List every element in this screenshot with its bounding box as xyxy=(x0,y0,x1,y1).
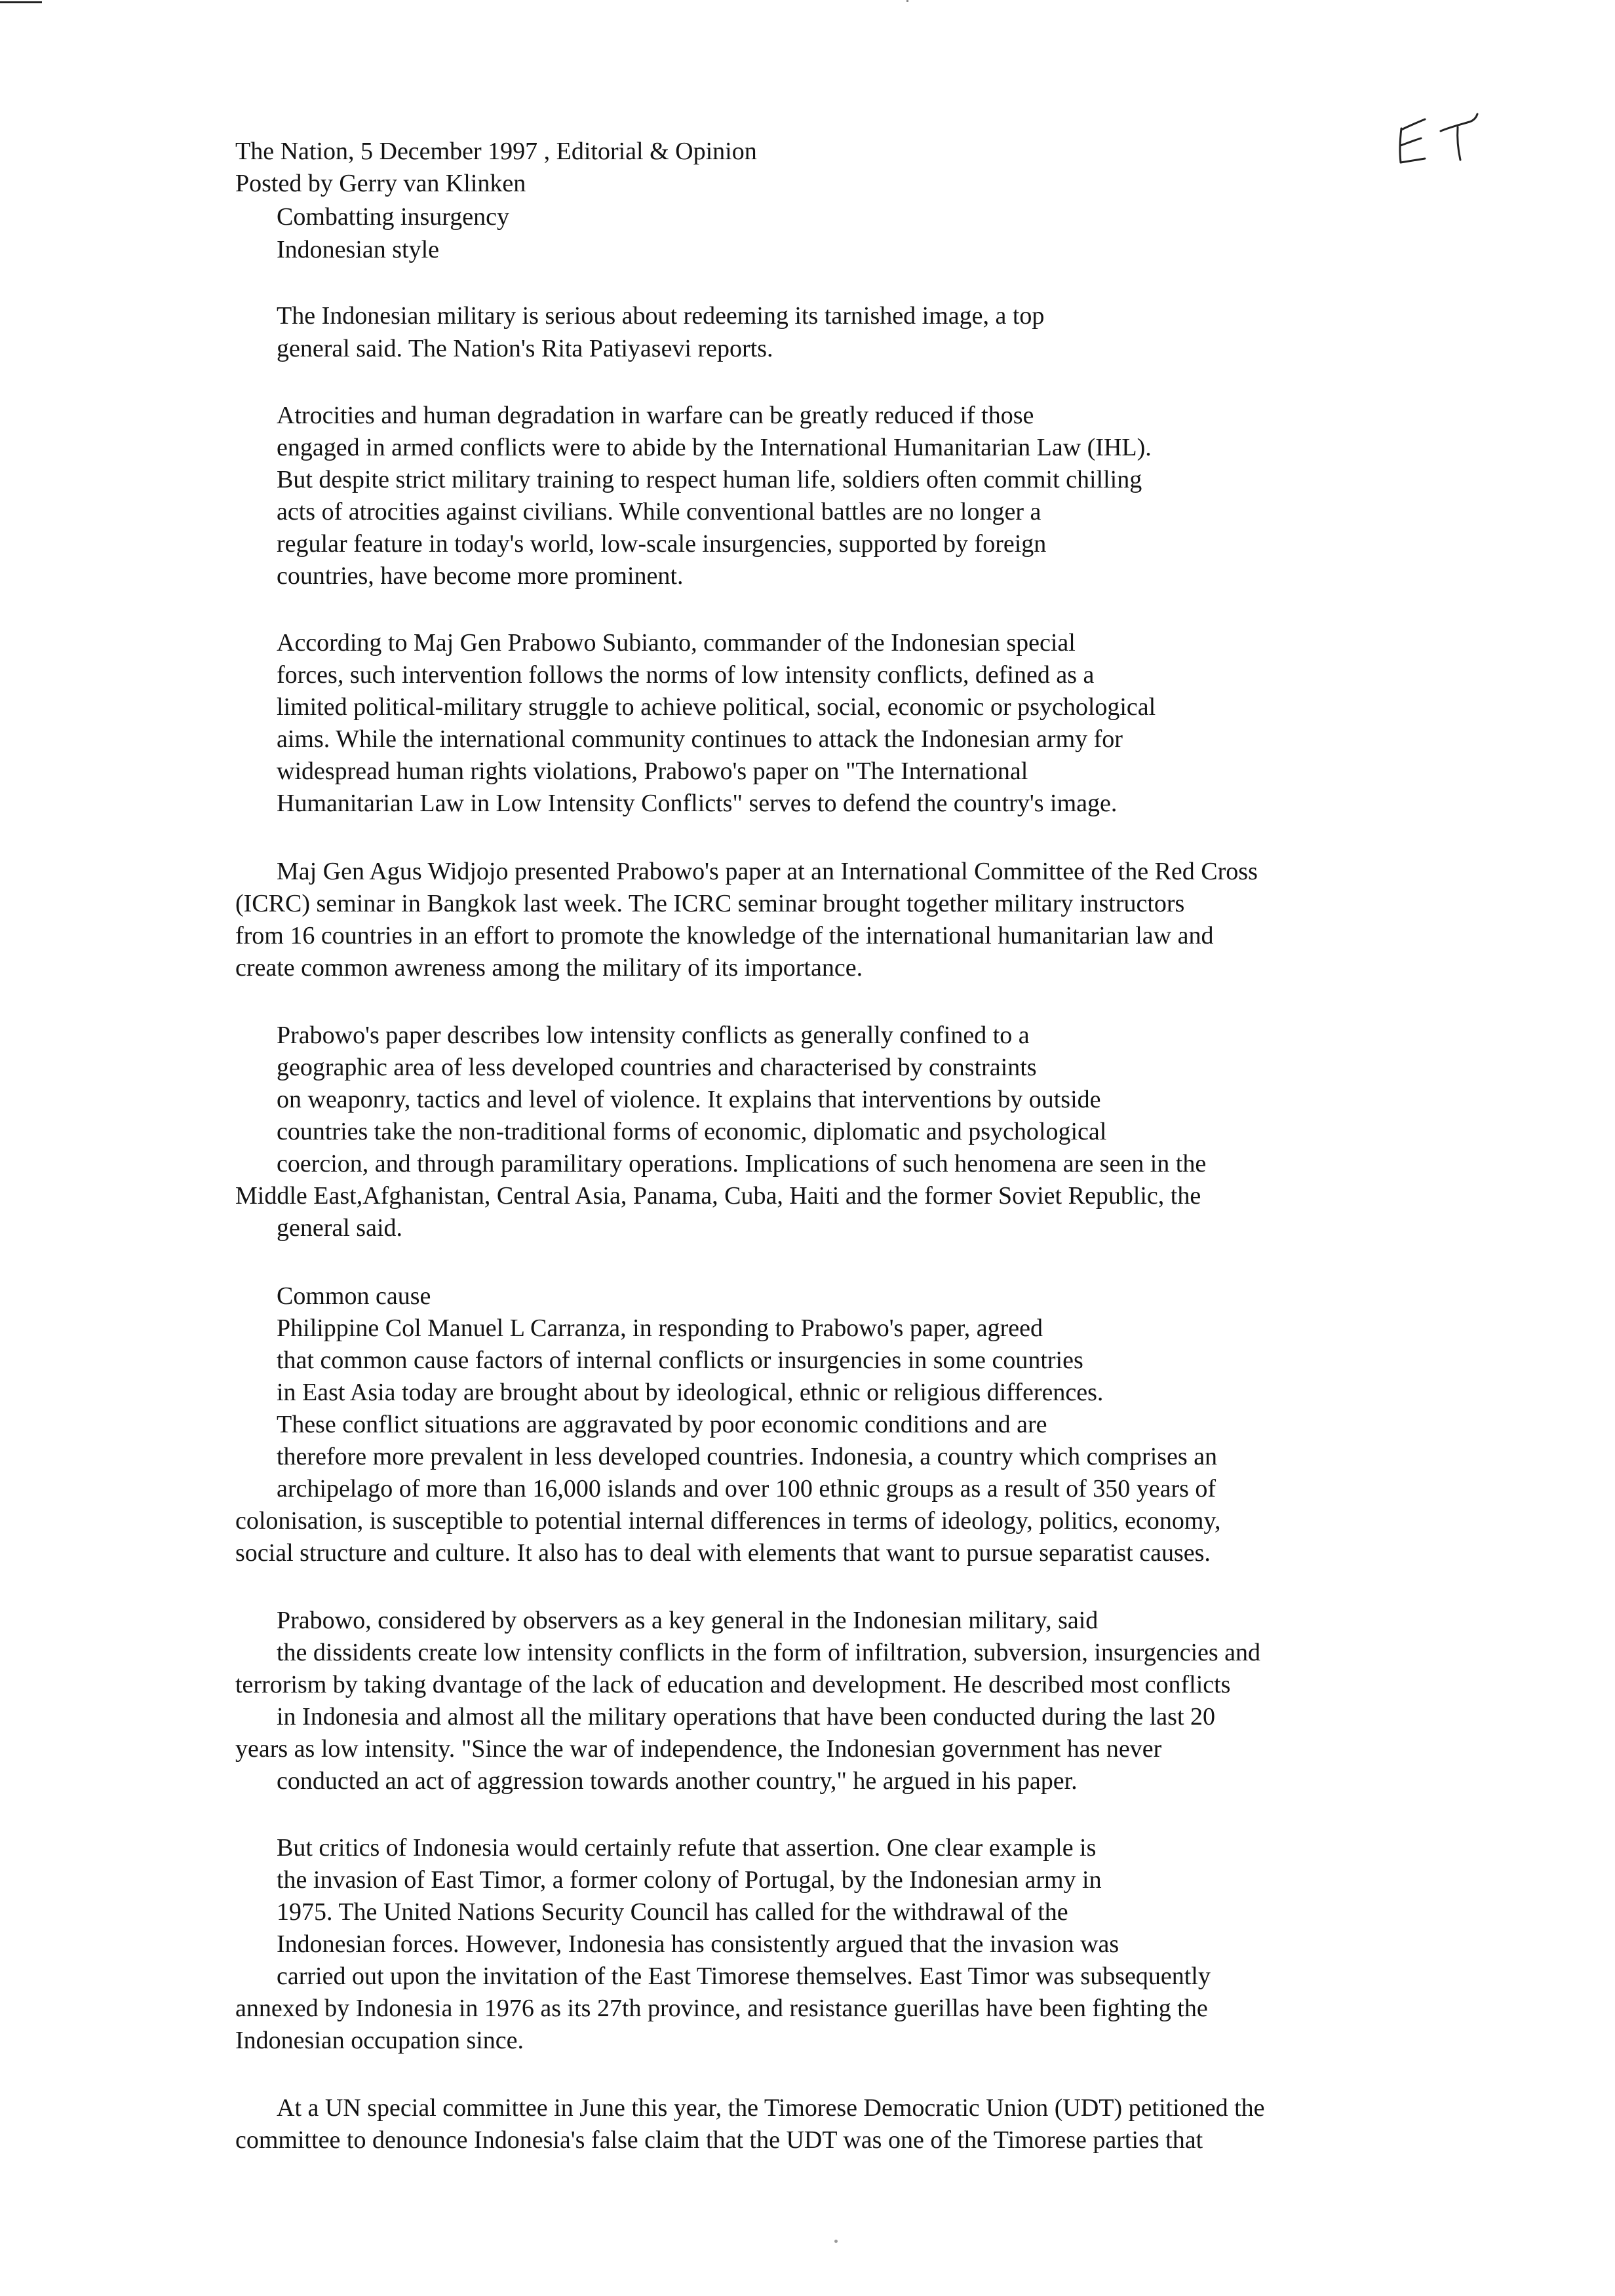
body-line: (ICRC) seminar in Bangkok last week. The ICRC seminar brought together military instructors xyxy=(235,890,1185,917)
body-line: terrorism by taking dvantage of the lack of education and development. He described most conflicts xyxy=(235,1671,1231,1698)
body-line: The Indonesian military is serious about redeeming its tarnished image, a top xyxy=(277,302,1045,330)
body-line: in Indonesia and almost all the military operations that have been conducted during the last 20 xyxy=(277,1703,1215,1731)
body-line: countries take the non-traditional forms of economic, diplomatic and psychological xyxy=(277,1118,1107,1145)
body-line: conducted an act of aggression towards another country," he argued in his paper. xyxy=(277,1767,1078,1795)
body-line: Indonesian occupation since. xyxy=(235,2027,524,2054)
body-line: widespread human rights violations, Prabowo's paper on "The International xyxy=(277,757,1028,785)
body-line: But critics of Indonesia would certainly refute that assertion. One clear example is xyxy=(277,1834,1097,1862)
body-line: general said. The Nation's Rita Patiyasevi reports. xyxy=(277,335,773,362)
body-line: limited political-military struggle to achieve political, social, economic or psychological xyxy=(277,693,1156,721)
body-line: Prabowo's paper describes low intensity conflicts as generally confined to a xyxy=(277,1022,1030,1049)
body-line: carried out upon the invitation of the East Timorese themselves. East Timor was subsequently xyxy=(277,1962,1211,1990)
scan-speck-footer xyxy=(834,2240,838,2243)
body-line: on weaponry, tactics and level of violence. It explains that interventions by outside xyxy=(277,1086,1101,1113)
body-line: aims. While the international community continues to attack the Indonesian army for xyxy=(277,725,1123,753)
body-line: that common cause factors of internal conflicts or insurgencies in some countries xyxy=(277,1347,1083,1374)
body-line: therefore more prevalent in less developed countries. Indonesia, a country which comprises an xyxy=(277,1443,1218,1470)
body-line: archipelago of more than 16,000 islands and over 100 ethnic groups as a result of 350 years of xyxy=(277,1475,1216,1502)
headline-line-1: Combatting insurgency xyxy=(277,203,509,231)
body-line: Humanitarian Law in Low Intensity Conflicts" serves to defend the country's image. xyxy=(277,790,1118,817)
body-line: create common awreness among the military of its importance. xyxy=(235,954,863,982)
body-line: Philippine Col Manuel L Carranza, in responding to Prabowo's paper, agreed xyxy=(277,1314,1043,1342)
body-line: According to Maj Gen Prabowo Subianto, commander of the Indonesian special xyxy=(277,629,1076,657)
body-line: forces, such intervention follows the norms of low intensity conflicts, defined as a xyxy=(277,661,1095,689)
body-line: social structure and culture. It also has to deal with elements that want to pursue separatist causes. xyxy=(235,1539,1211,1567)
body-line: countries, have become more prominent. xyxy=(277,562,684,590)
headline-line-2: Indonesian style xyxy=(277,236,440,263)
body-line: the invasion of East Timor, a former colony of Portugal, by the Indonesian army in xyxy=(277,1866,1102,1894)
body-line: 1975. The United Nations Security Council has called for the withdrawal of the xyxy=(277,1898,1068,1926)
body-line: Atrocities and human degradation in warfare can be greatly reduced if those xyxy=(277,402,1034,429)
body-line: Maj Gen Agus Widjojo presented Prabowo's paper at an International Committee of the Red Cross xyxy=(277,858,1258,885)
body-line: years as low intensity. "Since the war of independence, the Indonesian government has never xyxy=(235,1735,1162,1763)
body-line: But despite strict military training to respect human life, soldiers often commit chilling xyxy=(277,466,1142,493)
subheading-common-cause: Common cause xyxy=(277,1282,431,1310)
body-line: Prabowo, considered by observers as a key general in the Indonesian military, said xyxy=(277,1607,1099,1634)
body-line: from 16 countries in an effort to promote the knowledge of the international humanitarian law and xyxy=(235,922,1214,949)
body-line: Indonesian forces. However, Indonesia has consistently argued that the invasion was xyxy=(277,1930,1119,1958)
body-line: colonisation, is susceptible to potential internal differences in terms of ideology, politics, economy, xyxy=(235,1507,1221,1535)
body-line: engaged in armed conflicts were to abide by the International Humanitarian Law (IHL). xyxy=(277,434,1152,461)
body-line: annexed by Indonesia in 1976 as its 27th province, and resistance guerillas have been fighting the xyxy=(235,1995,1208,2022)
body-line: committee to denounce Indonesia's false claim that the UDT was one of the Timorese parties that xyxy=(235,2126,1203,2154)
body-line: the dissidents create low intensity conflicts in the form of infiltration, subversion, insurgencies and xyxy=(277,1639,1261,1666)
body-line: These conflict situations are aggravated by poor economic conditions and are xyxy=(277,1411,1047,1438)
body-line: regular feature in today's world, low-scale insurgencies, supported by foreign xyxy=(277,530,1047,558)
body-line: At a UN special committee in June this year, the Timorese Democratic Union (UDT) petitioned the xyxy=(277,2094,1265,2122)
source-line: The Nation, 5 December 1997 , Editorial & Opinion xyxy=(235,138,757,165)
handwritten-et-annotation xyxy=(1395,110,1493,169)
body-line: coercion, and through paramilitary operations. Implications of such henomena are seen in the xyxy=(277,1150,1207,1177)
scan-edge-mark xyxy=(0,1,42,3)
body-line: general said. xyxy=(277,1214,403,1242)
body-line: geographic area of less developed countries and characterised by constraints xyxy=(277,1054,1037,1081)
scan-speck xyxy=(906,0,908,2)
posted-by-line: Posted by Gerry van Klinken xyxy=(235,170,526,197)
body-line: in East Asia today are brought about by ideological, ethnic or religious differences. xyxy=(277,1379,1104,1406)
body-line: acts of atrocities against civilians. While conventional battles are no longer a xyxy=(277,498,1041,526)
body-line: Middle East,Afghanistan, Central Asia, Panama, Cuba, Haiti and the former Soviet Republic, the xyxy=(235,1182,1201,1210)
